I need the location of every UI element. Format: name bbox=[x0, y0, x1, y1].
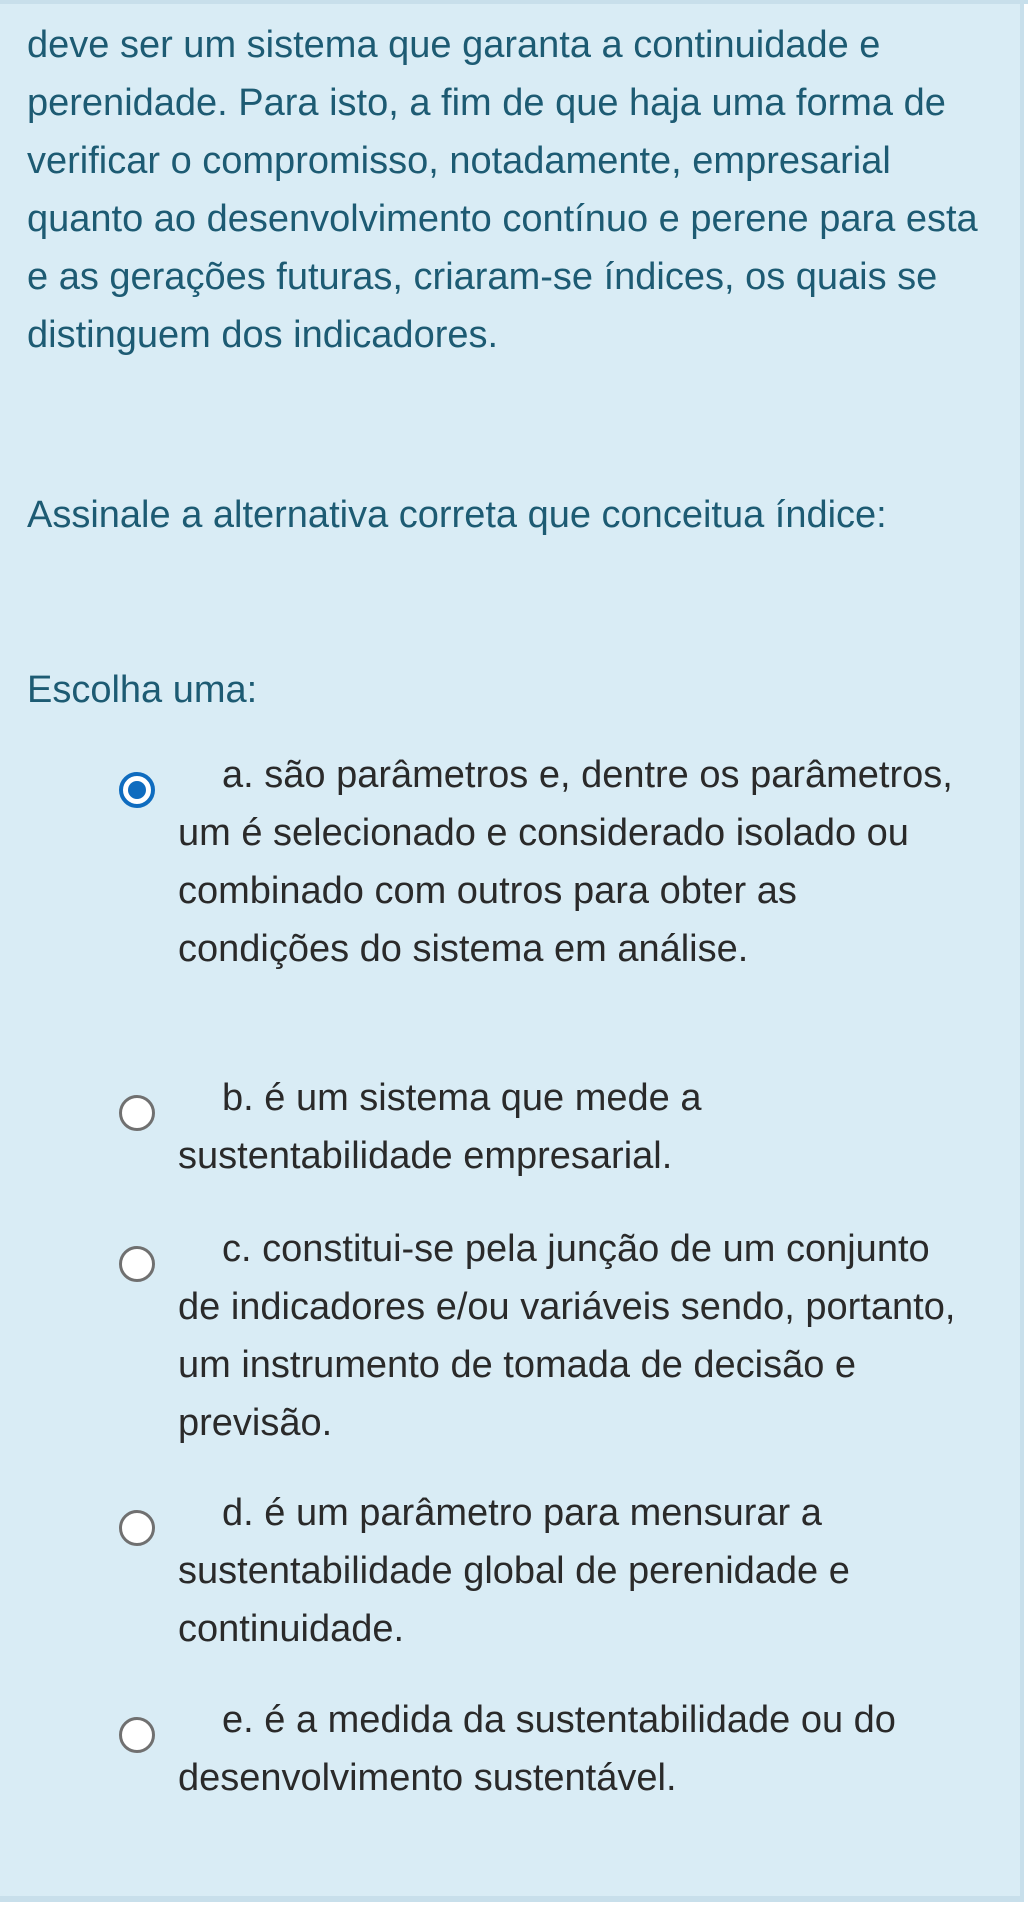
question-paragraph: deve ser um sistema que garanta a continuidade e perenidade. Para isto, a fim de que haja uma forma de verificar o compromisso, notadamente, empresarial quanto ao desenvolvimento contínuo e perene para esta e as gerações futuras, criaram-se índices, os quais se distinguem dos indicadores. bbox=[27, 24, 978, 356]
radio-button-b[interactable] bbox=[119, 1095, 155, 1131]
radio-button-a[interactable] bbox=[119, 772, 155, 808]
option-b-label[interactable]: b. é um sistema que mede a sustentabilidade empresarial. bbox=[178, 1077, 702, 1177]
radio-button-c[interactable] bbox=[119, 1246, 155, 1282]
option-d-label[interactable]: d. é um parâmetro para mensurar a sustentabilidade global de perenidade e continuidade. bbox=[178, 1492, 850, 1650]
option-c-label[interactable]: c. constitui-se pela junção de um conjunto de indicadores e/ou variáveis sendo, portanto, um instrumento de tomada de decisão e previsão. bbox=[178, 1228, 956, 1444]
option-e-label[interactable]: e. é a medida da sustentabilidade ou do desenvolvimento sustentável. bbox=[178, 1699, 896, 1799]
option-a-label[interactable]: a. são parâmetros e, dentre os parâmetros, um é selecionado e considerado isolado ou combinado com outros para obter as condições do sistema em análise. bbox=[178, 754, 953, 970]
question-panel bbox=[0, 4, 1024, 1902]
radio-button-d[interactable] bbox=[119, 1510, 155, 1546]
question-instruction: Assinale a alternativa correta que conceitua índice: bbox=[27, 494, 887, 536]
choose-one-label: Escolha uma: bbox=[27, 669, 258, 711]
radio-button-e[interactable] bbox=[119, 1717, 155, 1753]
